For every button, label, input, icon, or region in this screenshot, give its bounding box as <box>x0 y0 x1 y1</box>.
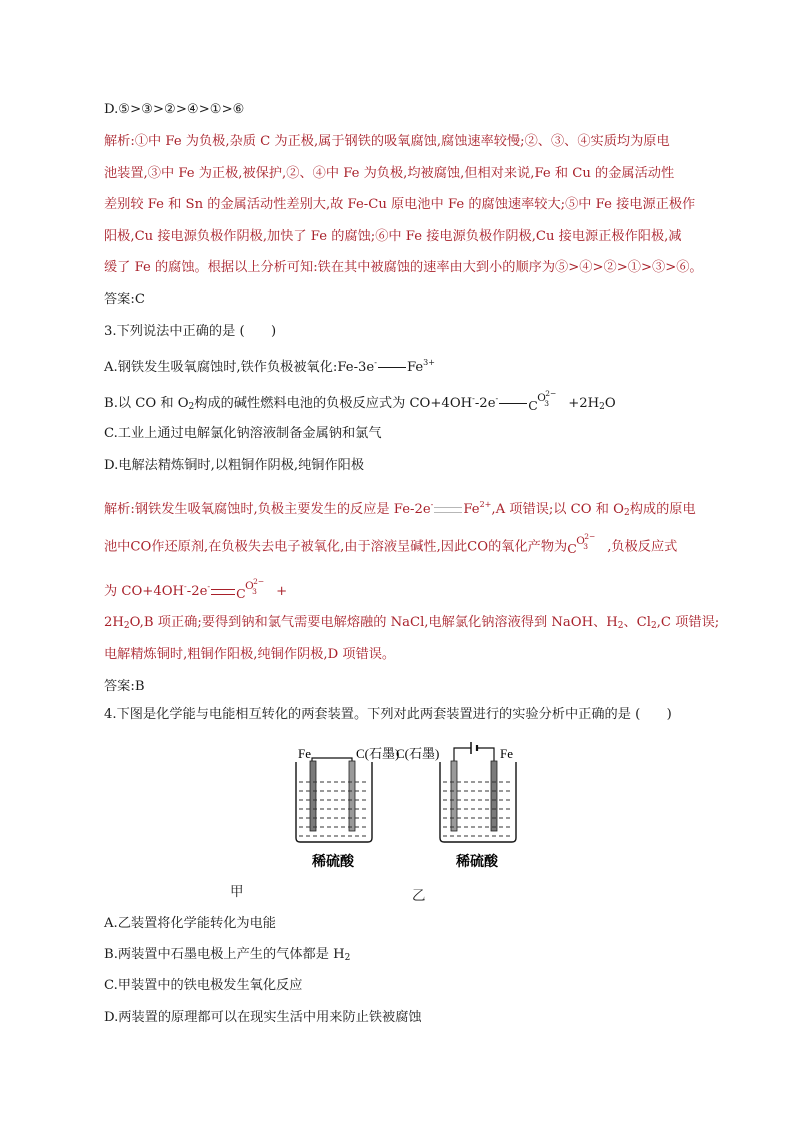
answer-label: 答案:C <box>104 292 145 307</box>
carbonate-ion: C O 2− 3 <box>567 532 596 556</box>
q4-option-b: B.两装置中石墨电极上产生的气体都是 $H_2$ <box>104 947 351 963</box>
apparatus-figure <box>290 734 530 883</box>
fe-electrode <box>491 761 497 831</box>
reaction-arrow <box>211 589 235 595</box>
beaker <box>296 762 372 842</box>
answer-label: 答案:B <box>104 679 145 694</box>
electrode-label: C(石墨) <box>356 746 400 761</box>
explanation-line: 差别较 Fe 和 Sn 的金属活动性差别大,故 Fe-Cu 原电池中 Fe 的腐蚀速率较大;⑤中 Fe 接电源正极作 <box>104 197 696 212</box>
graphite-electrode <box>451 761 457 831</box>
left-apparatus <box>296 758 372 842</box>
explanation-line: 解析:钢铁发生吸氧腐蚀时,负极主要发生的反应是 Fe-2e- $Fe^{2+},A$ 项错误;以 CO 和 $O_2$构成的原电 <box>104 500 696 518</box>
solution-label: 稀硫酸 <box>312 854 354 870</box>
graphite-electrode <box>349 761 355 831</box>
q3-option-d: D.电解法精炼铜时,以粗铜作阴极,纯铜作阳极 <box>104 458 365 473</box>
q4-option-a: A.乙装置将化学能转化为电能 <box>104 916 276 931</box>
electrode-label: Fe <box>298 746 311 761</box>
fe-electrode <box>310 761 316 831</box>
solution-label: 稀硫酸 <box>456 854 498 870</box>
explanation-line: 缓了 Fe 的腐蚀。根据以上分析可知:铁在其中被腐蚀的速率由大到小的顺序为⑤>④>②>①>③>⑥。 <box>104 260 703 275</box>
explanation-line: 池中CO作还原剂,在负极失去电子被氧化,由于溶液呈碱性,因此CO的氧化产物为 C O 2− 3 ,负极反应式 <box>104 532 678 556</box>
explanation-line: 阳极,Cu 接电源负极作阴极,加快了 Fe 的腐蚀;⑥中 Fe 接电源负极作阴极,Cu 接电源正极作阳极,减 <box>104 229 682 244</box>
q3-option-c: C.工业上通过电解氯化钠溶液制备金属钠和氯气 <box>104 426 382 441</box>
q4-option-d: D.两装置的原理都可以在现实生活中用来防止铁被腐蚀 <box>104 1010 422 1025</box>
explanation-line: 解析:①中 Fe 为负极,杂质 C 为正极,属于钢铁的吸氧腐蚀,腐蚀速率较慢;②、③、④实质均为原电 <box>104 134 670 149</box>
q3-option-b: B.以 CO 和 $O_2$构成的碱性燃料电池的负极反应式为 CO+4OH--2e- C O 2− 3 $+2H_2O$ <box>104 388 616 413</box>
q4-option-c: C.甲装置中的铁电极发生氧化反应 <box>104 978 303 993</box>
reaction-arrow <box>434 507 462 513</box>
option-d-line: D.⑤>③>②>④>①>⑥ <box>104 102 245 117</box>
figure-caption-right: 乙 <box>412 888 426 904</box>
explanation-line: 池装置,③中 Fe 为正极,被保护,②、④中 Fe 为负极,均被腐蚀,但相对来说,Fe 和 Cu 的金属活动性 <box>104 166 675 181</box>
reaction-arrow <box>499 403 527 404</box>
q3-option-a: A.钢铁发生吸氧腐蚀时,铁作负极被氧化:Fe-3e- $Fe^{3+}$ <box>104 358 435 375</box>
figure-caption-left: 甲 <box>230 884 244 900</box>
electrode-label: C(石墨) <box>396 746 440 761</box>
electrode-label: Fe <box>500 746 513 761</box>
explanation-line: 电解精炼铜时,粗铜作阳极,纯铜作阴极,D 项错误。 <box>104 647 396 662</box>
question-4-stem: 4.下图是化学能与电能相互转化的两套装置。下列对此两套装置进行的实验分析中正确的是 ( ) <box>104 707 672 722</box>
explanation-line: $2H_2O,B$ 项正确;要得到钠和氯气需要电解熔融的 NaCl,电解氯化钠溶液得到 NaOH、$H_2$、$Cl_2,C$ 项错误; <box>104 615 720 631</box>
explanation-line: 为 CO+4OH--2e- C O 2− 3 + <box>104 576 288 601</box>
reaction-arrow <box>378 367 406 368</box>
carbonate-ion: C O 2− 3 <box>528 388 557 413</box>
electrochemistry-diagram <box>290 734 530 879</box>
carbonate-ion: C O 2− 3 <box>236 576 265 601</box>
question-3-stem: 3.下列说法中正确的是 ( ) <box>104 324 277 339</box>
